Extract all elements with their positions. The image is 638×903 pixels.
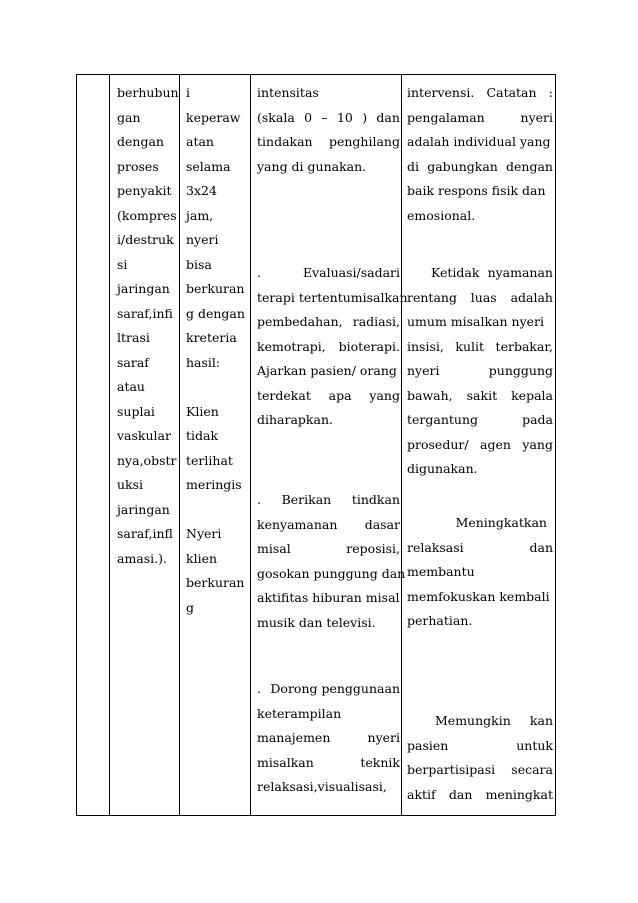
word: nyeri [407, 363, 440, 378]
cell-line: meringis [186, 477, 242, 492]
word: pada [522, 412, 553, 427]
intervention-block-4 [257, 677, 400, 800]
word: adalah [510, 289, 553, 305]
text-line [257, 106, 400, 131]
word: penghilang [328, 134, 400, 149]
word: misal [257, 541, 291, 556]
text-line [257, 751, 400, 776]
word: terdekat [257, 387, 311, 403]
word: intervensi. [407, 85, 475, 100]
cell-line: penyakit [117, 183, 172, 198]
rationale-block-2 [407, 261, 553, 482]
cell-line: jam, [186, 207, 214, 223]
word: Memungkin [435, 713, 511, 728]
text-line [407, 536, 553, 561]
cell-line: nyeri [186, 232, 219, 247]
text-line [257, 726, 400, 751]
word: kulit [455, 338, 485, 354]
word: nyeri [520, 109, 553, 125]
column-divider [401, 75, 402, 815]
word: pasien [407, 737, 449, 753]
word: 0 [304, 109, 313, 125]
word: aktifitas hiburan misal [257, 590, 400, 605]
word: dan [448, 786, 473, 802]
text-line [407, 204, 553, 229]
word: prosedur/ [407, 436, 469, 452]
word: tindkan [351, 492, 400, 507]
cell-line: atau [117, 379, 145, 394]
word: di [407, 158, 419, 174]
word: tergantung [407, 412, 479, 427]
word: sakit [466, 387, 498, 403]
word: memfokuskan kembali [407, 588, 550, 604]
word: . [257, 265, 261, 280]
diagnosis-column [117, 81, 179, 571]
cell-line: vaskular [117, 428, 171, 443]
text-line [257, 775, 400, 800]
text-line [257, 335, 400, 360]
text-line [407, 457, 553, 482]
cell-line: berkuran [186, 575, 245, 590]
text-line [257, 155, 400, 180]
word: Catatan [486, 85, 537, 100]
cell-line: g dengan [186, 305, 245, 321]
cell-line: i/destruk [117, 232, 174, 247]
rationale-block-3 [407, 511, 553, 634]
text-line [257, 261, 400, 286]
word: keterampilan [257, 705, 342, 721]
text-line [407, 335, 553, 360]
intervention-block-2 [257, 261, 408, 433]
text-line [257, 359, 400, 384]
text-line [407, 408, 553, 433]
cell-line: klien [186, 550, 218, 566]
cell-line: nya,obstr [117, 452, 177, 468]
word: untuk [516, 737, 553, 753]
word: misalkan [257, 754, 314, 770]
word: kenyamanan [257, 516, 338, 532]
word: apa [328, 387, 352, 403]
word: gabungkan [427, 158, 498, 174]
word: . [257, 681, 261, 696]
word: ) [362, 109, 368, 125]
word: meningkat [485, 786, 553, 802]
word: baik respons fisik dan [407, 183, 546, 198]
cell-line: saraf [117, 354, 149, 370]
text-line [257, 513, 400, 538]
word: insisi, [407, 338, 444, 354]
text-line [407, 130, 553, 155]
word: pembedahan, [257, 314, 343, 329]
word: luas [470, 289, 497, 305]
word: perhatian. [407, 613, 473, 628]
word: – [321, 109, 328, 125]
text-line [407, 734, 553, 759]
text-line [407, 709, 553, 734]
word: (skala [257, 109, 295, 125]
text-line [407, 261, 553, 286]
cell-line: jaringan [117, 501, 170, 517]
word: kepala [511, 387, 553, 403]
word: musik dan televisi. [257, 614, 376, 630]
word: digunakan. [407, 461, 478, 476]
cell-line: tidak [186, 428, 219, 443]
text-line [257, 286, 408, 311]
word: bioterapi. [338, 338, 400, 354]
word: terbakar, [495, 338, 553, 354]
text-line [257, 611, 400, 636]
word: dan [529, 539, 553, 555]
text-line [407, 179, 553, 204]
cell-line: g [186, 599, 195, 615]
text-line [407, 359, 553, 384]
text-line [407, 384, 553, 409]
word: intensitas [257, 85, 319, 100]
goal-column [186, 81, 250, 620]
cell-line: selama [186, 158, 231, 174]
cell-line: i [186, 85, 190, 100]
column-divider [179, 75, 180, 815]
text-line [407, 585, 553, 610]
text-line [407, 511, 553, 536]
word: emosional. [407, 207, 476, 223]
word: Evaluasi/sadari [302, 265, 400, 280]
cell-line: bisa [186, 256, 212, 272]
text-line [407, 560, 553, 585]
column-divider [109, 75, 110, 815]
text-line [257, 562, 406, 587]
word: dasar [364, 516, 400, 532]
text-line [407, 310, 553, 335]
word: Meningkatkan [455, 515, 547, 530]
cell-line: 3x24 [186, 183, 217, 198]
cell-line: jaringan [117, 281, 170, 296]
cell-line: Klien [186, 403, 219, 419]
word: terapi tertentumisalkan [257, 289, 408, 305]
word: relaksasi [407, 539, 464, 555]
text-line [407, 286, 553, 311]
word: umum misalkan nyeri [407, 314, 545, 329]
word: . [257, 492, 261, 507]
cell-line: berkuran [186, 281, 245, 296]
cell-line: atan [186, 134, 214, 149]
cell-line [186, 375, 250, 400]
text-line [407, 81, 553, 106]
text-line [257, 488, 400, 513]
text-line [257, 537, 400, 562]
cell-line: saraf,infi [117, 305, 173, 321]
cell-line: berhubun [117, 85, 179, 100]
word: radiasi, [352, 314, 400, 329]
text-line [407, 758, 553, 783]
word: diharapkan. [257, 412, 333, 427]
rationale-column [407, 81, 553, 811]
text-line [257, 702, 400, 727]
word: adalah individual yang [407, 134, 551, 149]
cell-line: kreteria [186, 330, 237, 345]
text-line [407, 106, 553, 131]
cell-line: amasi.). [117, 550, 167, 566]
word: relaksasi,visualisasi, [257, 779, 387, 794]
cell-line: ltrasi [117, 330, 150, 345]
rationale-block-1 [407, 81, 553, 228]
word: 10 [336, 109, 353, 125]
cell-line: suplai [117, 403, 155, 419]
text-line [407, 433, 553, 458]
cell-line: terlihat [186, 452, 233, 468]
word: teknik [360, 754, 400, 770]
word: Ajarkan pasien/ orang [257, 363, 397, 378]
word: yang di gunakan. [257, 158, 367, 174]
word: dengan [506, 158, 553, 174]
word: aktif [407, 786, 436, 802]
word: punggung [488, 363, 553, 378]
intervention-block-1 [257, 81, 400, 179]
word: tindakan [257, 134, 313, 149]
text-line [257, 677, 400, 702]
text-line [407, 609, 553, 634]
cell-line: (kompres [117, 207, 177, 223]
word: Berikan [281, 492, 332, 507]
word: dan [376, 109, 400, 125]
cell-line: saraf,infl [117, 526, 173, 541]
word: nyamanan [487, 265, 553, 280]
cell-line: hasil: [186, 354, 221, 370]
rationale-block-4 [407, 709, 553, 807]
cell-line: proses [117, 158, 159, 174]
word: gosokan punggung dan [257, 565, 406, 581]
word: Dorong penggunaan [270, 681, 400, 696]
column-divider [250, 75, 251, 815]
word: nyeri [367, 730, 400, 745]
cell-line [186, 498, 250, 523]
cell-line: dengan [117, 134, 164, 149]
text-line [257, 81, 400, 106]
word: membantu [407, 564, 475, 579]
word: agen [480, 436, 511, 452]
word: rentang [407, 289, 457, 305]
text-line [407, 783, 553, 808]
word: Ketidak [431, 265, 480, 280]
cell-line: si [117, 256, 128, 272]
word: yang [369, 387, 400, 403]
word: secara [511, 762, 553, 777]
intervention-block-3 [257, 488, 406, 635]
word: berpartisipasi [407, 762, 496, 777]
word: manajemen [257, 730, 331, 745]
text-line [257, 130, 400, 155]
text-line [257, 384, 400, 409]
text-line [257, 586, 400, 611]
word: : [548, 85, 553, 100]
text-line [257, 310, 400, 335]
text-line [407, 155, 553, 180]
cell-line: keperaw [186, 109, 241, 125]
word: reposisi, [346, 541, 400, 556]
text-line [257, 408, 400, 433]
word: kan [529, 713, 553, 728]
word: bawah, [407, 387, 453, 403]
intervention-column [257, 81, 408, 811]
care-plan-table [76, 74, 556, 816]
cell-line: Nyeri [186, 526, 222, 541]
word: yang [522, 436, 553, 452]
word: kemotrapi, [257, 338, 326, 354]
word: pengalaman [407, 109, 485, 125]
cell-line: uksi [117, 477, 144, 492]
cell-line: gan [117, 109, 141, 125]
